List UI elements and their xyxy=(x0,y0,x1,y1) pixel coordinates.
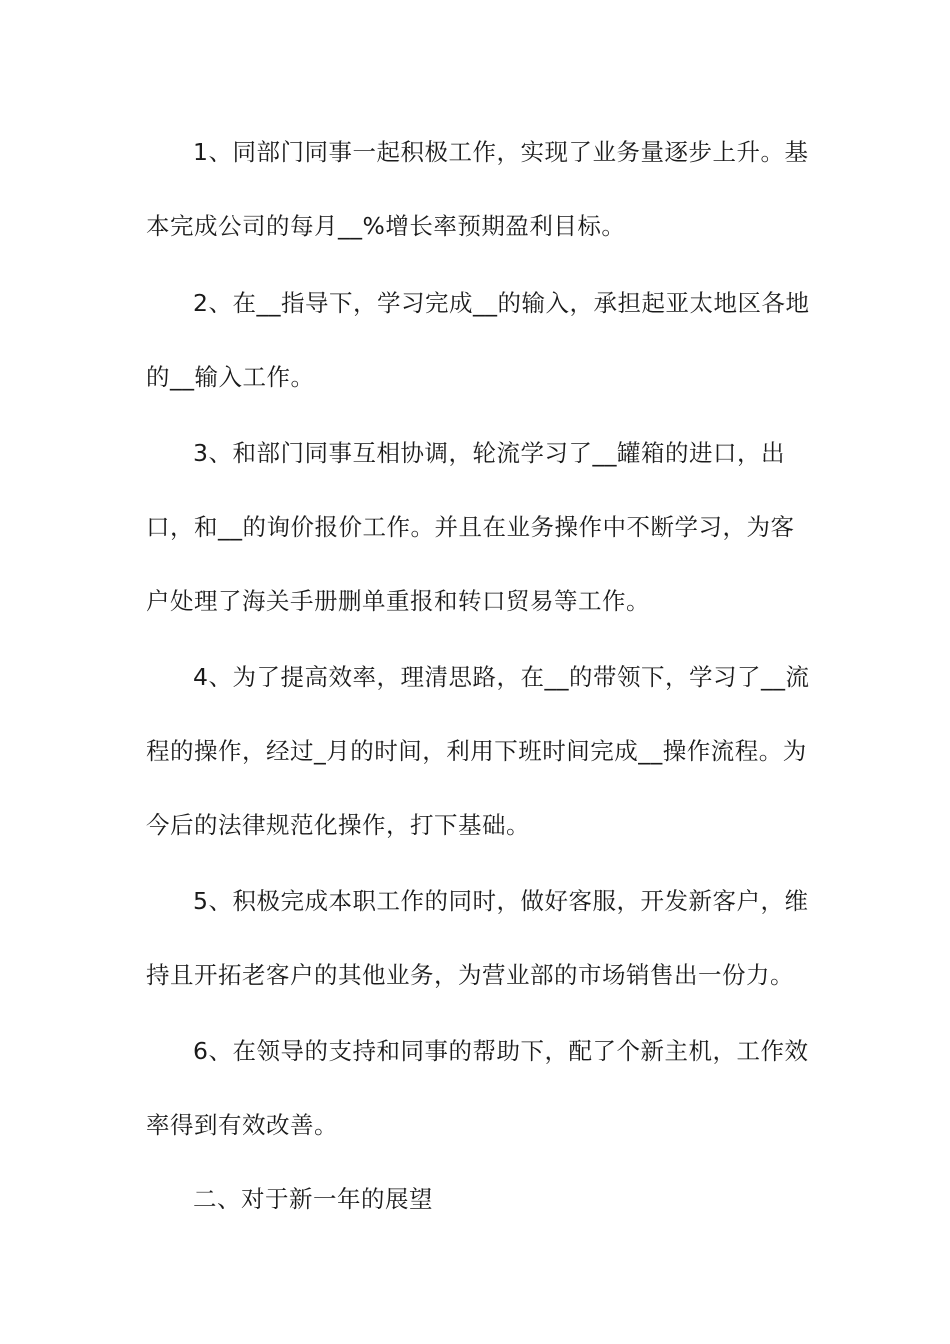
list-item-3: 3、和部门同事互相协调，轮流学习了__罐箱的进口，出口，和__的询价报价工作。并且在业务操作中不断学习，为客户处理了海关手册删单重报和转口贸易等工作。 xyxy=(146,439,795,615)
list-item-1: 1、同部门同事一起积极工作，实现了业务量逐步上升。基本完成公司的每月__%增长率预期盈利目标。 xyxy=(146,138,809,240)
list-item-2: 2、在__指导下，学习完成__的输入，承担起亚太地区各地的__输入工作。 xyxy=(146,289,810,391)
section-heading: 二、对于新一年的展望 xyxy=(193,1185,433,1213)
list-item-4: 4、为了提高效率，理清思路，在__的带领下，学习了__流程的操作，经过_月的时间，利用下班时间完成__操作流程。为今后的法律规范化操作，打下基础。 xyxy=(146,663,810,839)
list-item-6: 6、在领导的支持和同事的帮助下，配了个新主机，工作效率得到有效改善。 xyxy=(146,1037,809,1139)
list-item-5: 5、积极完成本职工作的同时，做好客服，开发新客户，维持且开拓老客户的其他业务，为营业部的市场销售出一份力。 xyxy=(146,887,809,989)
